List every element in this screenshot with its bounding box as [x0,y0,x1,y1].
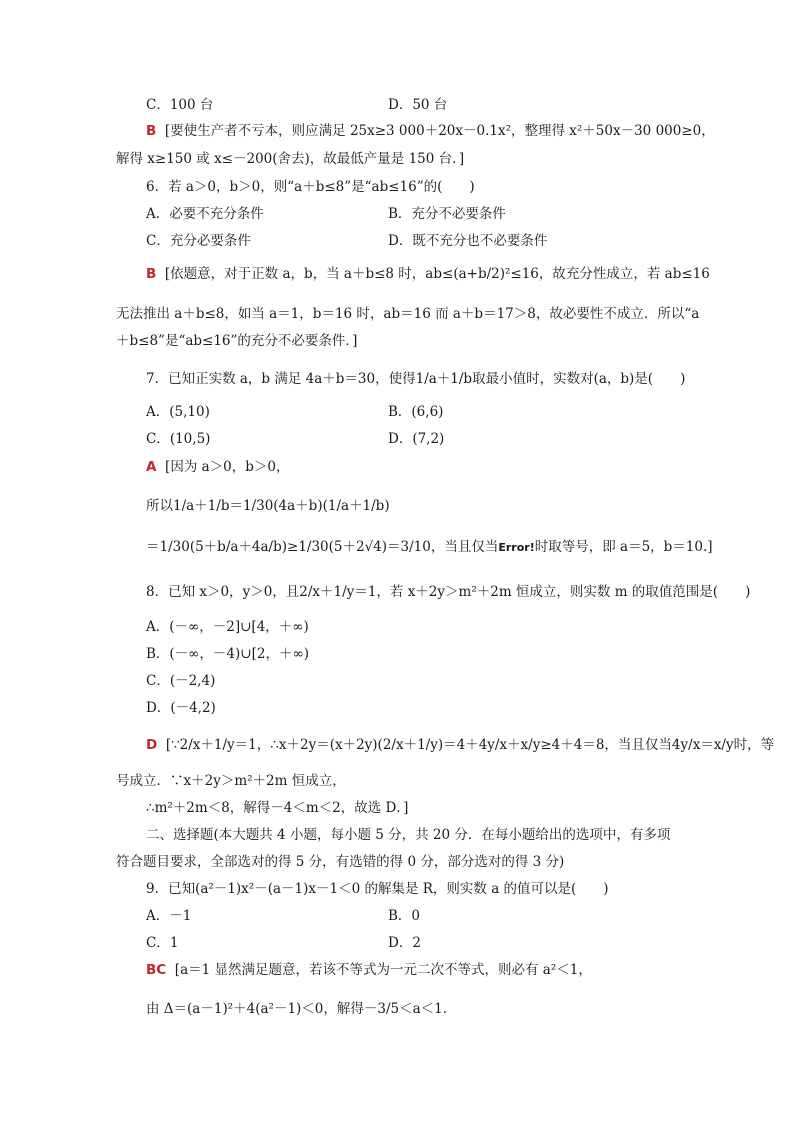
question-7-option-c: C．(10,5) [146,431,211,447]
answer-letter: A [146,459,157,475]
answer-letter: B [146,266,157,282]
section-2-heading-line2: 符合题目要求，全部选对的得 5 分，有选错的得 0 分，部分选对的得 3 分) [116,854,565,870]
question-7-stem: 7．已知正实数 a，b 满足 4a＋b＝30，使得1/a＋1/b取最小值时，实数对(a，b)是( ) [146,371,686,387]
question-6-answer-line3: ＋b≤8”是“ab≤16”的充分不必要条件．] [116,333,358,349]
question-7-answer-line1 [146,457,289,477]
question-6-option-a: A．必要不充分条件 [146,206,264,222]
question-8-answer-line1 [146,735,774,755]
question-6-option-d: D．既不充分也不必要条件 [388,233,548,249]
answer-text: [要使生产者不亏本，则应满足 25x≥3 000＋20x－0.1x²，整理得 x²＋50x－30 000≥0， [164,123,715,139]
answer-text: 时取等号，即 a＝5，b＝10.] [534,539,713,555]
question-9-option-b: B．0 [388,908,421,924]
question-9-answer-line2: 由 Δ＝(a－1)²＋4(a²－1)＜0，解得－3/5＜a＜1. [146,1001,448,1017]
question-8-option-b: B．(－∞，－4)∪[2，＋∞) [146,646,309,662]
section-2-heading-line1: 二、选择题(本大题共 4 小题，每小题 5 分，共 20 分．在每小题给出的选项中，有多项 [146,827,671,843]
question-7-option-d: D．(7,2) [388,431,445,447]
question-6-stem: 6．若 a＞0，b＞0，则“a＋b≤8”是“ab≤16”的( ) [146,179,475,195]
question-7-option-b: B．(6,6) [388,404,444,420]
question-9-option-a: A．－1 [146,908,192,924]
question-8-option-d: D．(－4,2) [146,700,216,716]
question-9-option-d: D．2 [388,935,421,951]
answer-letter: B [146,123,157,139]
question-8-option-c: C．(－2,4) [146,673,216,689]
answer-letter: BC [146,962,167,978]
answer-text: [a＝1 显然满足题意，若该不等式为一元二次不等式，则必有 a²＜1， [174,962,592,978]
question-7-answer-line2: 所以1/a＋1/b＝1/30(4a＋b)(1/a＋1/b) [146,498,390,514]
question-7-answer-line3 [146,537,713,558]
answer-prev-line1 [146,121,715,141]
answer-text: ＝1/30(5＋b/a＋4a/b)≥1/30(5＋2√4)＝3/10，当且仅当 [146,539,499,555]
question-9-option-c: C．1 [146,935,179,951]
question-6-answer-line1 [146,264,710,284]
option-d-prev: D．50 台 [388,97,448,113]
question-6-option-b: B．充分不必要条件 [388,206,506,222]
question-8-option-a: A．(－∞，－2]∪[4，＋∞) [146,619,309,635]
option-c-prev: C．100 台 [146,97,214,113]
question-8-answer-line2: 号成立．∵x＋2y＞m²＋2m 恒成立， [116,773,346,789]
question-8-stem: 8．已知 x＞0，y＞0，且2/x＋1/y＝1，若 x＋2y＞m²＋2m 恒成立，则实数 m 的取值范围是( ) [146,584,751,600]
answer-text: [因为 a＞0，b＞0， [165,459,290,475]
question-9-stem: 9．已知(a²－1)x²－(a－1)x－1＜0 的解集是 R，则实数 a 的值可以是( ) [146,881,609,897]
answer-text: [依题意，对于正数 a，b，当 a＋b≤8 时，ab≤(a+b/2)²≤16，故充分性成立，若 ab≤16 [164,266,710,282]
question-7-option-a: A．(5,10) [146,404,210,420]
question-8-answer-line3: ∴m²＋2m＜8，解得－4＜m＜2，故选 D．] [146,800,409,816]
answer-letter: D [146,737,158,753]
answer-prev-line2: 解得 x≥150 或 x≤－200(舍去)，故最低产量是 150 台．] [116,151,465,167]
question-6-option-c: C．充分必要条件 [146,233,251,249]
question-6-answer-line2: 无法推出 a＋b≤8，如当 a＝1，b＝16 时，ab＝16 而 a＋b＝17＞8，故必要性不成立．所以“a [116,306,700,322]
answer-text: [∵2/x＋1/y＝1，∴x＋2y＝(x＋2y)(2/x＋1/y)＝4＋4y/x＋x/y≥4＋4＝8，当且仅当4y/x＝x/y时，等 [165,737,775,753]
error-field: Error! [498,541,535,554]
question-9-answer-line1 [146,960,592,980]
